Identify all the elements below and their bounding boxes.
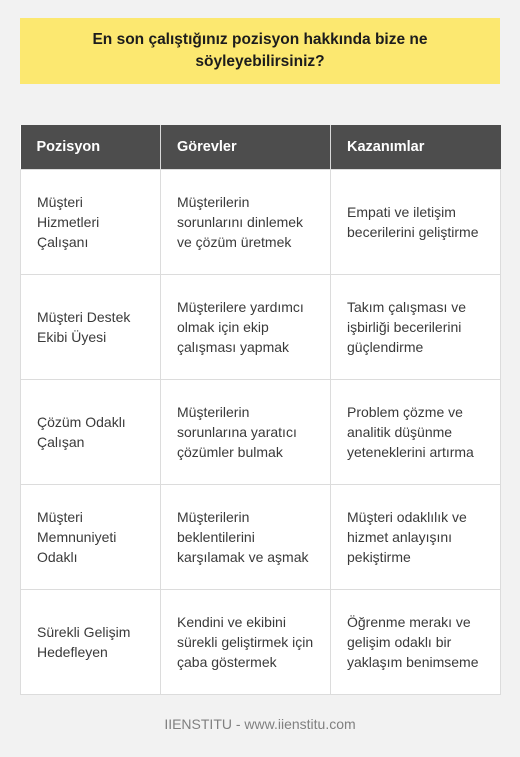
gains-cell: Öğrenme merakı ve gelişim odaklı bir yaklaşım benimseme — [331, 589, 501, 694]
position-cell: Müşteri Destek Ekibi Üyesi — [21, 274, 161, 379]
gains-cell: Müşteri odaklılık ve hizmet anlayışını pekiştirme — [331, 484, 501, 589]
gains-cell: Problem çözme ve analitik düşünme yeteneklerini artırma — [331, 379, 501, 484]
column-header-gorevler: Görevler — [161, 125, 331, 169]
table-row — [21, 169, 501, 274]
position-cell: Sürekli Gelişim Hedefleyen — [21, 589, 161, 694]
question-title: En son çalıştığınız pozisyon hakkında bize ne söyleyebilirsiniz? — [92, 31, 428, 70]
positions-table — [20, 125, 501, 695]
footer-credit: IIENSTITU - www.iienstitu.com — [164, 716, 356, 732]
question-banner — [20, 18, 500, 84]
duties-cell: Kendini ve ekibini sürekli geliştirmek için çaba göstermek — [161, 589, 331, 694]
table-row — [21, 379, 501, 484]
duties-cell: Müşterilerin sorunlarına yaratıcı çözümler bulmak — [161, 379, 331, 484]
duties-cell: Müşterilere yardımcı olmak için ekip çalışması yapmak — [161, 274, 331, 379]
column-header-kazanimlar: Kazanımlar — [331, 125, 501, 169]
position-cell: Müşteri Hizmetleri Çalışanı — [21, 169, 161, 274]
table-row — [21, 274, 501, 379]
table-row — [21, 484, 501, 589]
gains-cell: Empati ve iletişim becerilerini geliştirme — [331, 169, 501, 274]
column-header-pozisyon: Pozisyon — [21, 125, 161, 169]
duties-cell: Müşterilerin sorunlarını dinlemek ve çözüm üretmek — [161, 169, 331, 274]
table-header-row — [21, 125, 501, 169]
position-cell: Çözüm Odaklı Çalışan — [21, 379, 161, 484]
duties-cell: Müşterilerin beklentilerini karşılamak ve aşmak — [161, 484, 331, 589]
position-cell: Müşteri Memnuniyeti Odaklı — [21, 484, 161, 589]
table-row — [21, 589, 501, 694]
gains-cell: Takım çalışması ve işbirliği becerilerini güçlendirme — [331, 274, 501, 379]
